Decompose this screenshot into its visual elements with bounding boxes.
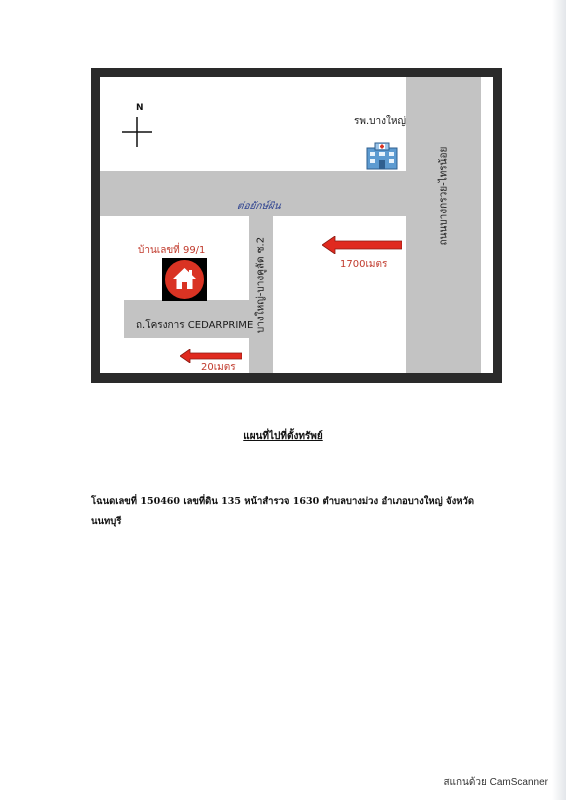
compass-icon xyxy=(122,117,152,147)
project-road-label: ถ.โครงการ CEDARPRIME xyxy=(136,320,254,331)
house-marker xyxy=(162,258,207,301)
hospital-icon xyxy=(366,142,398,170)
distance-side-label: 20เมตร xyxy=(201,362,236,373)
location-map xyxy=(91,68,502,383)
scanner-watermark: สแกนด้วย CamScanner xyxy=(443,777,548,788)
side-road-label: ต่อยักษ์ผิน xyxy=(236,201,282,212)
deed-info xyxy=(91,492,491,532)
house-number-label: บ้านเลขที่ 99/1 xyxy=(138,245,206,256)
distance-main-label: 1700เมตร xyxy=(340,259,388,270)
caption-text: แผนที่ไปที่ตั้งทรัพย์ xyxy=(243,431,323,442)
soi-label: บางใหญ่-บางคูลัด ซ.2 xyxy=(255,236,267,334)
north-label: N xyxy=(136,103,144,113)
arrow-left-icon xyxy=(322,236,402,254)
house-icon xyxy=(165,260,204,299)
page-edge-shadow xyxy=(552,0,566,800)
map-caption xyxy=(0,429,566,444)
map-canvas xyxy=(100,77,493,373)
deed-line: นนทบุรี xyxy=(91,516,122,527)
main-road-label: ถนนบางกรวย-ไทรน้อย xyxy=(438,146,450,246)
hospital-label: รพ.บางใหญ่ xyxy=(354,116,406,127)
deed-line: โฉนดเลขที่ 150460 เลขที่ดิน 135 หน้าสำรวจ 1630 ตำบลบางม่วง อำเภอบางใหญ่ จังหวัด xyxy=(91,496,474,507)
